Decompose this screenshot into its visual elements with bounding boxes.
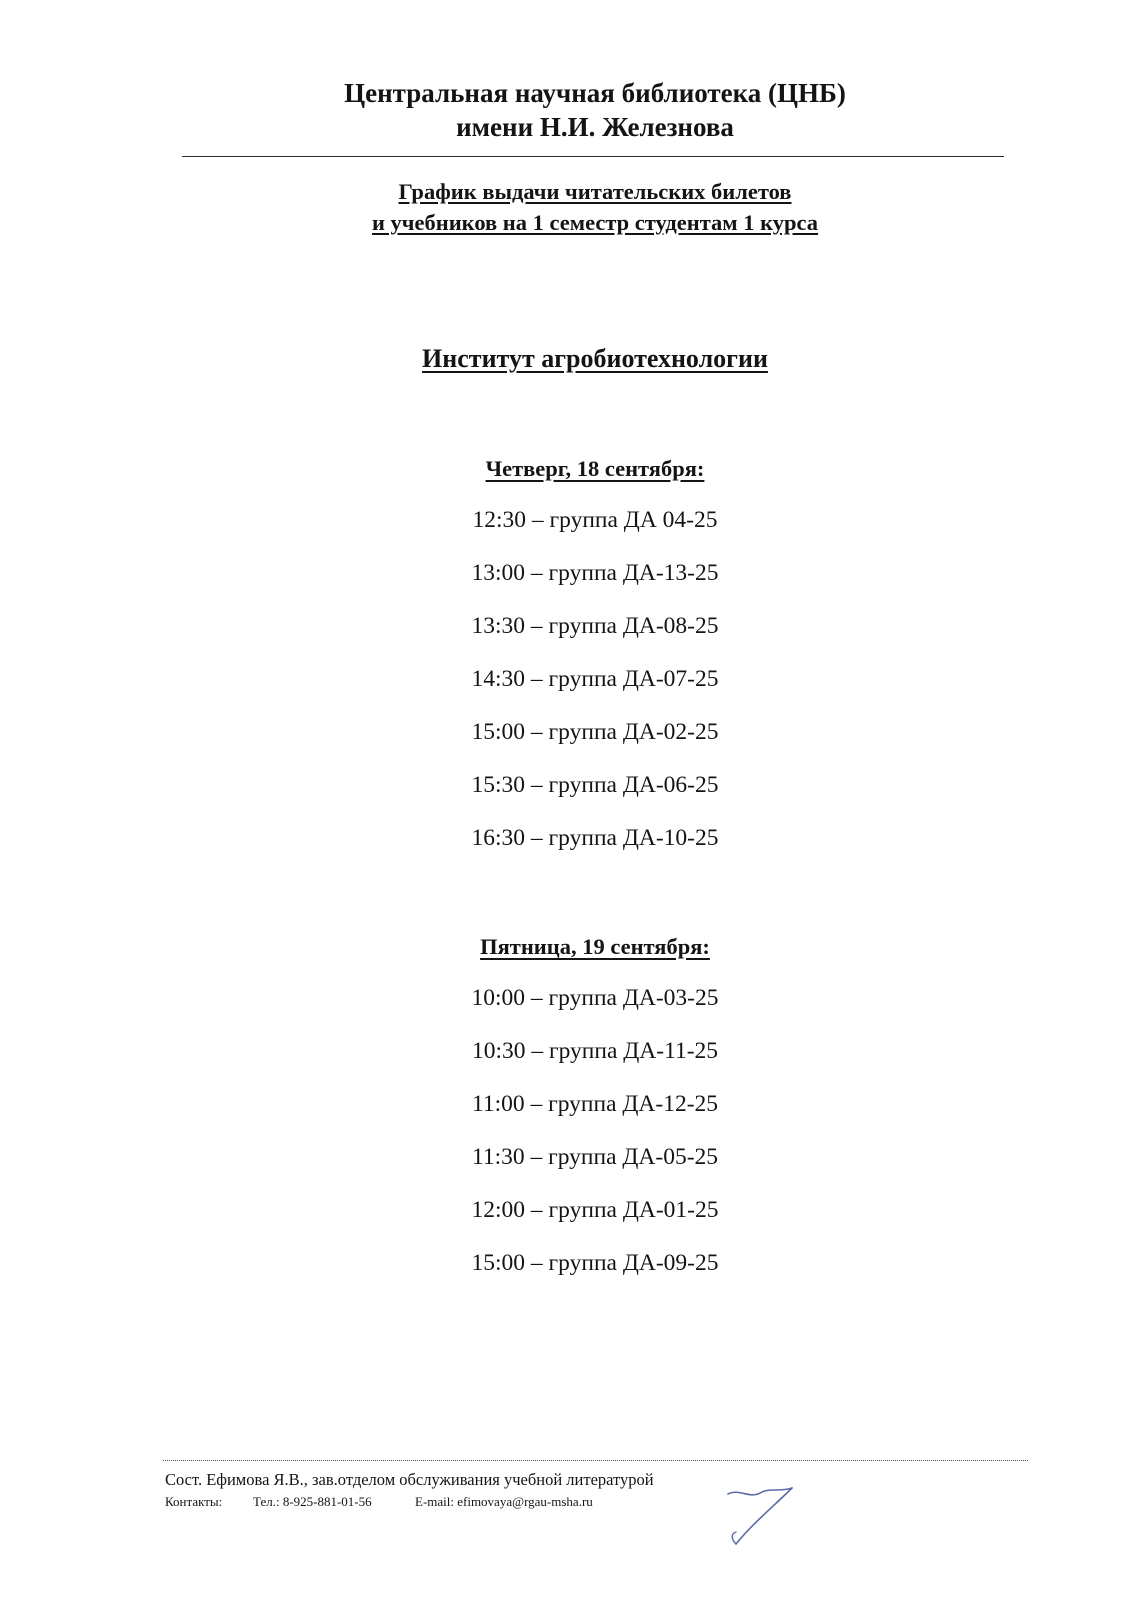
schedule-slot: 15:00 – группа ДА-02-25 xyxy=(471,719,719,745)
handwritten-signature xyxy=(722,1482,812,1554)
contacts-email: E-mail: efimovaya@rgau-msha.ru xyxy=(415,1494,593,1509)
schedule-slot: 10:00 – группа ДА-03-25 xyxy=(471,985,719,1011)
footer-divider xyxy=(163,1460,1028,1461)
day-heading-friday: Пятница, 19 сентября: xyxy=(480,934,710,959)
schedule-slot: 12:00 – группа ДА-01-25 xyxy=(471,1197,719,1223)
schedule-title-line2: и учебников на 1 семестр студентам 1 курса xyxy=(371,210,819,235)
schedule-title-line1: График выдачи читательских билетов xyxy=(398,179,792,204)
schedule-slot: 14:30 – группа ДА-07-25 xyxy=(471,666,719,692)
schedule-slot: 11:00 – группа ДА-12-25 xyxy=(471,1091,719,1117)
schedule-slot: 11:30 – группа ДА-05-25 xyxy=(471,1144,719,1170)
library-name: Центральная научная библиотека (ЦНБ) xyxy=(344,78,846,108)
day-heading-thursday: Четверг, 18 сентября: xyxy=(485,456,705,481)
institute-name: Институт агробиотехнологии xyxy=(422,344,768,373)
schedule-slot: 15:30 – группа ДА-06-25 xyxy=(471,772,719,798)
schedule-slot: 15:00 – группа ДА-09-25 xyxy=(471,1250,719,1276)
schedule-slot: 12:30 – группа ДА 04-25 xyxy=(472,507,718,533)
contacts-label: Контакты: xyxy=(165,1494,223,1509)
schedule-slot: 16:30 – группа ДА-10-25 xyxy=(471,825,719,851)
footer-contacts xyxy=(165,1494,593,1510)
schedule-slot: 10:30 – группа ДА-11-25 xyxy=(471,1038,719,1064)
header-divider xyxy=(182,156,1004,157)
footer-compiler: Сост. Ефимова Я.В., зав.отделом обслуживания учебной литературой xyxy=(165,1470,654,1489)
schedule-slot: 13:00 – группа ДА-13-25 xyxy=(471,560,719,586)
schedule-slot: 13:30 – группа ДА-08-25 xyxy=(471,613,719,639)
contacts-phone: Тел.: 8-925-881-01-56 xyxy=(253,1494,372,1509)
library-namesake: имени Н.И. Железнова xyxy=(456,112,734,142)
